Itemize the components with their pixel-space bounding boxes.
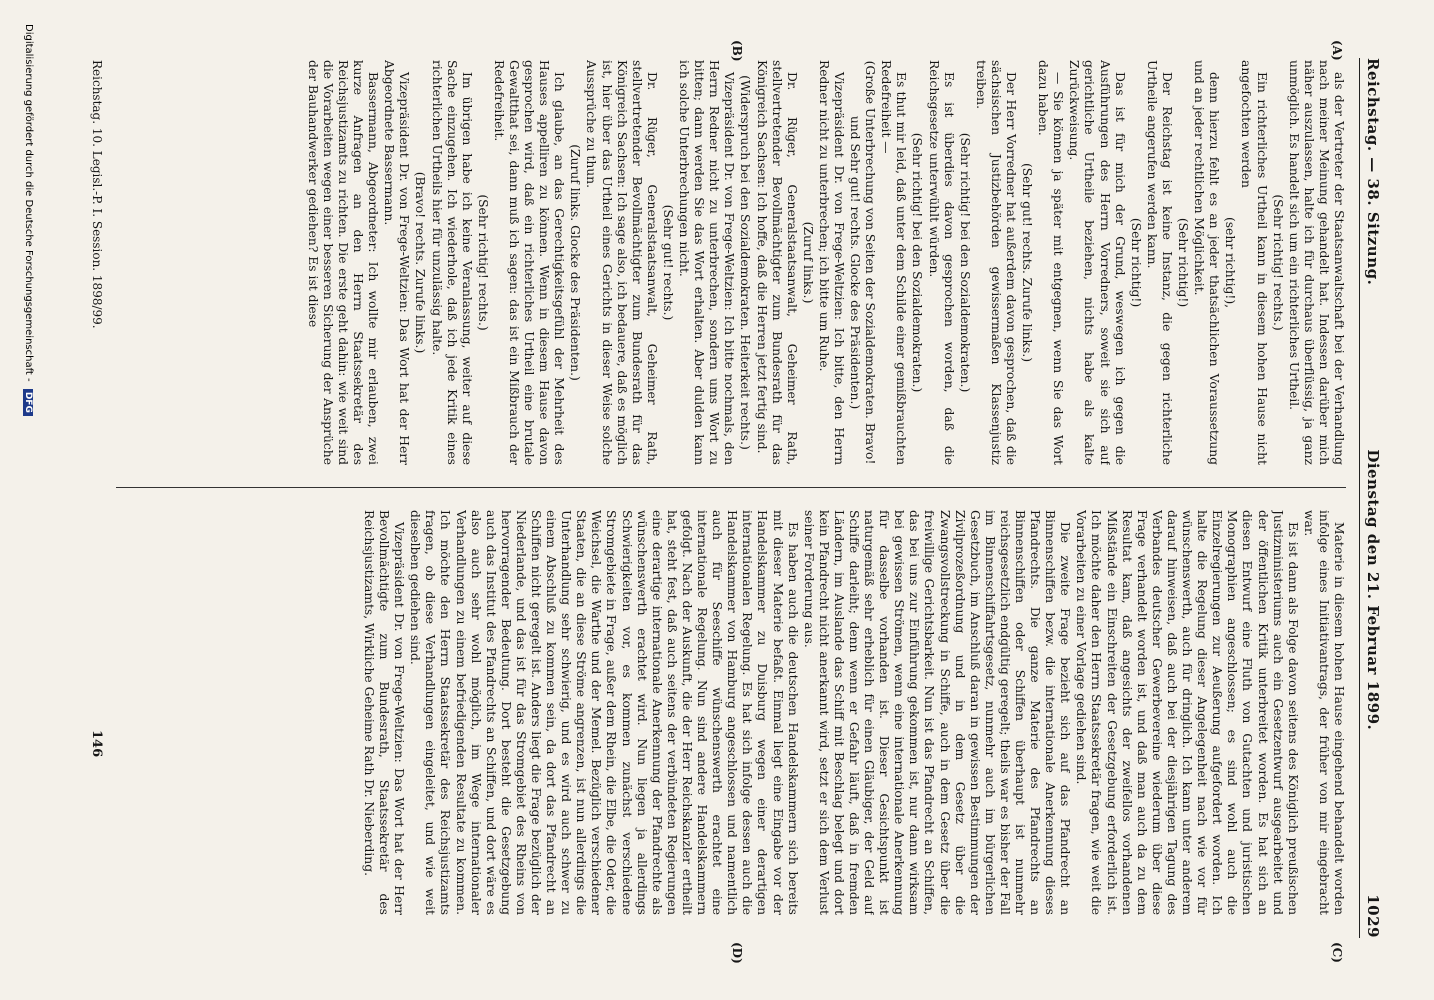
- column-divider: [116, 487, 1346, 488]
- margin-mark-b: (B): [730, 40, 744, 62]
- paragraph: Dr. Rüger, Generalstaatsanwalt, Geheimer Rath, stellvertretender Bevollmächtigter zum Bundesrath für das Königreich Sachsen: Ich sage also, ich bedauere, daß es möglich ist, hier über das Urtheil eines Gerichts in dieser Weise solche Aussprüche zu thun.: [584, 60, 659, 465]
- footer-page-number: 146: [89, 730, 104, 758]
- paragraph: Es thut mir leid, daß unter dem Schilde einer gemißbrauchten Redefreiheit —: [879, 60, 909, 465]
- paragraph: (Sehr richtig! bei den Sozialdemokraten.): [957, 132, 972, 393]
- paragraph: Das ist für mich der Grund, weswegen ich gegen die Ausführungen des Herrn Vorredners, soweit sie sich auf gerichtliche Urtheile beziehen, nichts habe als kalte Zurückweisung.: [1067, 60, 1127, 465]
- margin-mark-d: (D): [730, 942, 744, 964]
- paragraph: Die zweite Frage bezieht sich auf das Pfandrecht an Binnenschiffen bezw. die internationale Anerkennung dieses Pfandrechts. Die ganze Materie des Pfandrechts an Binnenschiffen oder Schiffen überhaupt ist nunmehr reichsgesetzlich endgültig geregelt; theils war es bisher der Fall im Binnenschiffahrtsgesetz, nunmehr auch im bürgerlichen Gesetzbuch, im Anschluß daran in gewissen Bestimmungen der Zivilprozeßordnung und in dem Gesetz über die Zwangsvollstreckung in Schiffe, auch in dem Gesetz über die freiwillige Gerichtsbarkeit. Nun ist das Pfandrecht an Schiffen, das bei uns zur Einführung gekommen ist, nur dann wirksam bei gewissen Strömen, wenn eine internationale Anerkennung für dasselbe vorhanden ist. Dieser Gesichtspunkt ist naturgemäß sehr erheblich für einen Gläubiger, der Geld auf Schiffe darleiht; denn wenn er Gefahr läuft, daß in fremden Ländern, im Auslande das Schiff mit Beschlag belegt und dort kein Pfandrecht nicht anerkannt wird, setzt er sich dem Verlust seiner Forderung aus.: [801, 510, 1073, 915]
- paragraph: (Widerspruch bei den Sozialdemokraten. Heiterkeit rechts.): [738, 75, 753, 450]
- paragraph: (Sehr richtig! bei den Sozialdemokraten.): [910, 132, 925, 393]
- paragraph: (Sehr richtig! rechts.): [475, 194, 490, 331]
- paragraph: (Zuruf links.): [800, 221, 815, 304]
- paragraph: (Zuruf links. Glocke des Präsidenten.): [568, 144, 583, 381]
- paragraph: Der Herr Vorredner hat außerdem davon gesprochen, daß die sächsischen Justizbehörden gewissermaßen Klassenjustiz treiben.: [973, 60, 1019, 465]
- paragraph: (Sehr richtig!): [1128, 217, 1143, 308]
- right-text-column: [116, 510, 1346, 915]
- paragraph: (Sehr gut! rechts. Zurufe links.): [1020, 162, 1035, 363]
- header-date: Dienstag den 21. Februar 1899.: [1364, 449, 1382, 731]
- dfg-logo: DFG: [23, 389, 33, 416]
- paragraph: Es ist überdies davon gesprochen worden, daß die Reichsgesetze unterwühlt würden.: [926, 60, 956, 465]
- paragraph: Vizepräsident Dr. von Frege-Weltzien: Das Wort hat der Herr Abgeordnete Bassermann.: [382, 60, 412, 465]
- paragraph: Es haben auch die deutschen Handelskammern sich bereits mit dieser Materie befaßt. Einmal liegt eine Eingabe vor der Handelskammer zu Duisburg wegen einer derartigen internationalen Regelung. Es hat sich infolge dessen auch die Handelskammer von Hamburg angeschlossen und namentlich auch für Seeschiffe wünschenswerth erachtet eine internationale Regelung. Nun sind andere Handelskammern gefolgt. Nach der Auskunft, die der Herr Reichskanzler ertheilt hat, steht fest, daß auch seitens der verbündeten Regierungen eine derartige internationale Anerkennung der Pfandrechte als wünschenswerth erachtet wird. Nun liegen ja allerdings Schwierigkeiten vor, es kommen zunächst verschiedene Stromgebiete in Frage, außer dem Rhein, die Elbe, die Oder, die Weichsel, die Warthe und der Memel. Bezüglich verschiedener Staaten, die an diese Ströme angrenzen, ist nun allerdings die Unterhandlung sehr schwierig, und es wird auch schwer zu einem Abschluß zu kommen sein, da dort das Pfandrecht an Schiffen nicht geregelt ist. Anders liegt die Frage bezüglich der Niederlande, und das ist für das Stromgebiet des Rheins von hervorragender Bedeutung. Dort besteht die Gesetzgebung auch das Institut des Pfandrechts an Schiffen, und dort wäre es also auch sehr wohl möglich, im Wege internationaler Verhandlungen zu einem befriedigenden Resultate zu kommen. Ich möchte den Herrn Staatssekretär des Reichsjustizamts fragen, ob diese Verhandlungen eingeleitet, und wie weit dieselben gediehen sind.: [408, 510, 800, 915]
- digitization-note: [23, 24, 34, 416]
- paragraph: Ein richterliches Urtheil kann in diesem hohen Hause nicht angefochten werden: [1239, 60, 1269, 465]
- paragraph: Der Reichstag ist keine Instanz, die gegen richterliche Urtheile angerufen werden kann.: [1144, 60, 1174, 465]
- paragraph: Bassermann, Abgeordneter: Ich wollte mir erlauben, zwei kurze Anfragen an den Herrn Staatssekretär des Reichsjustizamts zu richten. Die erste geht dahin: wie weit sind die Vorarbeiten wegen einer besseren Sicherung der Ansprüche der Bauhandwerker gediehen? Es ist diese: [305, 60, 381, 465]
- paragraph: Vizepräsident Dr. von Frege-Weltzien: Ich bitte nochmals, den Herrn Redner nicht zu unterbrechen, sondern ums Wort zu bitten; dann werden Sie das Wort erhalten. Aber dulden kann ich solche Unterbrechungen nicht.: [677, 60, 737, 465]
- paragraph: Es ist dann als Folge davon seitens des Königlich preußischen Justizministeriums auch ein Gesetzentwurf ausgearbeitet und der öffentlichen Kritik unterbreitet worden. Es hat sich an diesen Entwurf eine Fluth von Gutachten und juristischen Monographien angeschlossen; es sind wohl auch die Einzelregierungen zur Aeußerung aufgefordert worden. Ich halte die Regelung dieser Angelegenheit nach wie vor für wünschenswerth, auch für dringlich. Ich kann unter anderem darauf hinweisen, daß auch bei der diesjährigen Tagung des Verbandes deutscher Gewerbevereine wiederum über diese Frage verhandelt worden ist, und daß man auch da zu dem Resultat kam, daß angesichts der zweifellos vorhandenen Mißstände ein Einschreiten der Gesetzgebung erforderlich ist. Ich möchte daher den Herrn Staatssekretär fragen, wie weit die Vorarbeiten zu einer Vorlage gediehen sind.: [1074, 510, 1300, 915]
- margin-mark-a: (A): [1330, 40, 1344, 61]
- paragraph: Materie in diesem hohen Hause eingehend behandelt worden infolge eines Initiativantrags, der früher von mir eingebracht war.: [1301, 510, 1346, 915]
- paragraph: (Bravo! rechts. Zurufe links.): [413, 171, 428, 354]
- header-left: Reichstag. — 38. Sitzung.: [1364, 58, 1382, 286]
- paragraph: Vizepräsident Dr. von Frege-Weltzien: Ich bitte, den Herrn Redner nicht zu unterbrechen; ich bitte um Ruhe.: [816, 60, 846, 465]
- paragraph: (Sehr richtig! rechts.): [1270, 194, 1285, 331]
- footer-session: Reichstag. 10. Legisl.-P. I. Session. 1898/99.: [90, 60, 104, 329]
- margin-mark-c: (C): [1330, 942, 1344, 963]
- paragraph: Ich glaube, an das Gerechtigkeitsgefühl der Mehrheit des Hauses appelliren zu können. Wenn in diesem Hause davon gesprochen wird, daß ein richterliches Urtheil eine brutale Gewaltthat sei, dann muß ich sagen: das ist ein Mißbrauch der Redefreiheit.: [491, 60, 567, 465]
- paragraph: als der Vertreter der Staatsanwaltschaft bei der Verhandlung nach meiner Meinung gehandelt hat. Indessen darüber mich näher auszulassen, halte ich für durchaus überflüssig, ja ganz unmöglich. Es handelt sich um ein richterliches Urtheil.: [1286, 60, 1346, 465]
- paragraph: (Sehr gut! rechts.): [660, 204, 675, 321]
- paragraph: — Sie können ja später mit entgegnen, wenn Sie das Wort dazu haben.: [1036, 60, 1066, 465]
- digitization-text: Digitalisierung gefördert durch die Deutsche Forschungsgemeinschaft -: [23, 24, 34, 382]
- paragraph: Im übrigen habe ich keine Veranlassung, weiter auf diese Sache einzugehen. Ich wiederhole, daß ich jede Kritik eines richterlichen Urtheils hier für unzulässig halte.: [429, 60, 474, 465]
- header-page-number: 1029: [1364, 894, 1382, 938]
- paragraph: (Große Unterbrechung von Seiten der Sozialdemokraten. Bravo! und Sehr gut! rechts. Glocke des Präsidenten.): [848, 60, 878, 465]
- left-text-column: [116, 60, 1346, 465]
- paragraph: Dr. Rüger, Generalstaatsanwalt, Geheimer Rath, stellvertretender Bevollmächtigter zum Bundesrath für das Königreich Sachsen: Ich hoffe, daß die Herren jetzt fertig sind.: [754, 60, 799, 465]
- page-header: [1359, 58, 1386, 938]
- paragraph: (Sehr richtig!): [1176, 217, 1191, 308]
- paragraph: (sehr richtig!),: [1223, 216, 1238, 309]
- paragraph: denn hierzu fehlt es an jeder thatsächlichen Voraussetzung und an jeder rechtlichen Möglichkeit.: [1192, 60, 1222, 465]
- paragraph: Vizepräsident Dr. von Frege-Weltzien: Das Wort hat der Herr Bevollmächtigte zum Bundesrath, Staatssekretär des Reichsjustizamts, Wirkliche Geheime Rath Dr. Nieberding.: [362, 510, 407, 915]
